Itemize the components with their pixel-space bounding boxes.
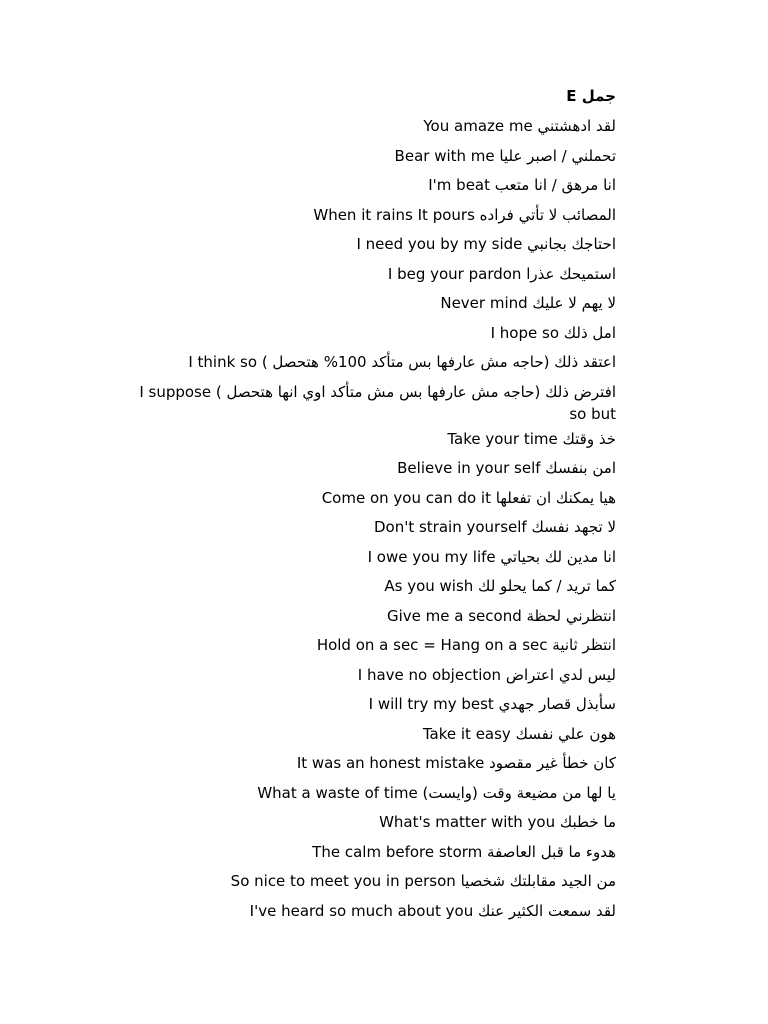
phrase-line: استميحك عذرا I beg your pardon (387, 264, 616, 283)
phrase-line: سأبذل قصار جهدي I will try my best (368, 695, 616, 713)
phrase-line: هيا يمكنك ان تفعلها Come on you can do it (321, 488, 616, 507)
phrase-line: يا لها من مضيعة وقت (وايست) What a waste of time (257, 783, 616, 802)
phrase-line: لقد ادهشتني You amaze me (423, 117, 616, 135)
phrase-line: لا تجهد نفسك Don't strain yourself (373, 518, 616, 536)
phrase-line: هون علي نفسك Take it easy (422, 724, 616, 743)
phrase-line: كما تريد / كما يحلو لك As you wish (384, 577, 616, 595)
phrase-line: كان خطأ غير مقصود It was an honest mistake (296, 754, 616, 772)
phrase-line: انا مرهق / انا متعب I'm beat (428, 176, 616, 194)
phrase-line: خذ وقتك Take your time (447, 429, 616, 448)
phrase-line: هدوء ما قبل العاصفة The calm before storm (312, 842, 616, 861)
phrase-line: امن بنفسك Believe in your self (397, 459, 616, 477)
phrase-line: لا يهم لا عليك Never mind (440, 294, 616, 312)
phrase-line: ما خطبك What's matter with you (379, 813, 616, 831)
phrase-line: تحملني / اصبر عليا Bear with me (394, 146, 616, 165)
phrase-line: ليس لدي اعتراض I have no objection (357, 665, 616, 684)
document-page (116, 85, 616, 929)
phrase-line: لقد سمعت الكثير عنك I've heard so much about you (249, 901, 616, 920)
phrase-line: انتظرني لحظة Give me a second (387, 606, 616, 625)
phrase-line: احتاجك بجانبي I need you by my side (356, 235, 616, 253)
phrase-line: من الجيد مقابلتك شخصيا So nice to meet you in person (230, 872, 616, 890)
phrase-line: افترض ذلك (حاجه مش عارفها بس مش متأكد اوي انها هتحصل ) I suppose so but (139, 382, 616, 423)
phrase-line: اعتقد ذلك (حاجه مش عارفها بس متأكد 100% هتحصل ) I think so (188, 353, 616, 371)
phrase-line: المصائب لا تأتي فراده When it rains It pours (313, 205, 616, 224)
document-title: جمل E (566, 87, 616, 105)
phrase-line: انتظر ثانية Hold on a sec = Hang on a sec (316, 636, 616, 654)
phrase-line: امل ذلك I hope so (490, 323, 616, 342)
phrase-list (116, 115, 616, 922)
phrase-line: انا مدين لك بحياتي I owe you my life (367, 547, 616, 566)
